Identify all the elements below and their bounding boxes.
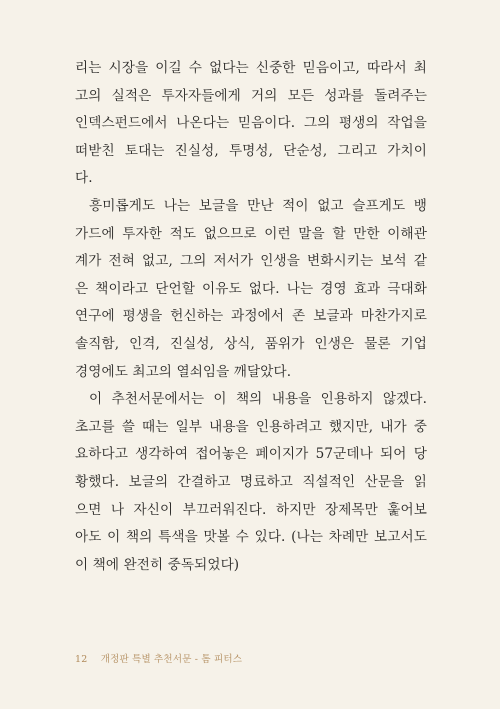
text-line: 고의 실적은 투자자들에게 거의 모든 성과를 돌려주는 — [75, 87, 427, 104]
text-line: 계가 전혀 없고, 그의 저서가 인생을 변화시키는 보석 같 — [75, 253, 427, 270]
page-number: 12 — [75, 654, 88, 665]
text-line: 떠받친 토대는 진실성, 투명성, 단순성, 그리고 가치이 — [75, 142, 427, 159]
page-footer — [75, 651, 242, 665]
text-line: 요하다고 생각하여 접어놓은 페이지가 57군데나 되어 당 — [75, 446, 427, 463]
text-line: 다. — [75, 170, 93, 187]
text-line: 경영에도 최고의 열쇠임을 깨달았다. — [75, 363, 292, 380]
text-line: 으면 나 자신이 부끄러워진다. 하지만 장제목만 훑어보 — [75, 501, 427, 518]
text-line: 황했다. 보글의 간결하고 명료하고 직설적인 산문을 읽 — [75, 473, 427, 490]
text-line: 리는 시장을 이길 수 없다는 신중한 믿음이고, 따라서 최 — [75, 60, 427, 76]
running-title: 개정판 특별 추천서문 - 톰 피터스 — [100, 654, 243, 665]
text-line: 은 책이라고 단언할 이유도 없다. 나는 경영 효과 극대화 — [75, 280, 427, 297]
text-line: 가드에 투자한 적도 없으므로 이런 말을 할 만한 이해관 — [75, 225, 427, 242]
body-text — [75, 55, 427, 579]
paragraph-3 — [75, 386, 427, 579]
text-line: 이 추천서문에서는 이 책의 내용을 인용하지 않겠다. — [89, 391, 427, 408]
text-line: 아도 이 책의 특색을 맛볼 수 있다. (나는 차례만 보고서도 — [75, 529, 427, 546]
text-line: 인덱스펀드에서 나온다는 믿음이다. 그의 평생의 작업을 — [75, 115, 427, 132]
text-line: 흥미롭게도 나는 보글을 만난 적이 없고 슬프게도 뱅 — [89, 197, 427, 214]
text-line: 이 책에 완전히 중독되었다) — [75, 556, 240, 573]
text-line: 솔직함, 인격, 진실성, 상식, 품위가 인생은 물론 기업 — [75, 335, 427, 352]
paragraph-2 — [75, 193, 427, 386]
text-line: 초고를 쓸 때는 일부 내용을 인용하려고 했지만, 내가 중 — [75, 418, 427, 435]
paragraph-1 — [75, 55, 427, 193]
text-line: 연구에 평생을 헌신하는 과정에서 존 보글과 마찬가지로 — [75, 308, 427, 325]
